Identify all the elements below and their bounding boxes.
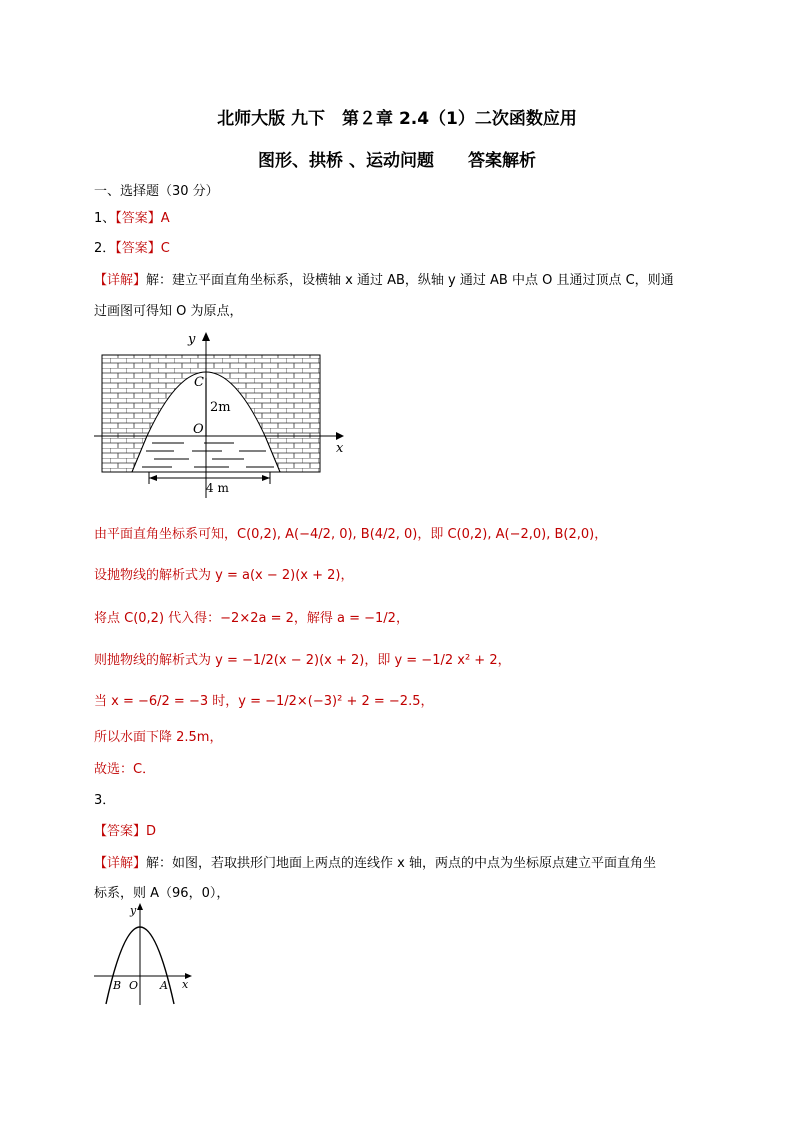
q2-detail-tag: 【详解】 — [94, 273, 147, 288]
q3-fig-x-label: x — [182, 978, 189, 991]
fig-y-label: y — [188, 332, 196, 347]
q2-number: 2． — [94, 241, 116, 256]
q3-answer: 【答案】D — [94, 824, 157, 839]
q1-number: 1、 — [94, 211, 116, 226]
page-title: 北师大版 九下 第２章 2.4（1）二次函数应用 — [217, 109, 577, 129]
q2-answer: 【答案】C — [115, 241, 170, 256]
q3-detail-text1: 解：如图，若取拱形门地面上两点的连线作 x 轴，两点的中点为坐标原点建立平面直角坐 — [146, 856, 656, 871]
q3-detail-line2: 标系，则 A（96，0）， — [94, 886, 230, 901]
fig-o-label: O — [193, 422, 204, 437]
y-axis-arrow-icon — [202, 332, 210, 341]
q3-parabola-figure — [94, 900, 204, 1010]
q3-fig-b-label: B — [113, 979, 122, 992]
fig-width-label: 4 m — [206, 481, 229, 495]
q2-step-3: 将点 C(0,2) 代入得：−2×2a = 2，解得 a = −1/2， — [94, 611, 409, 626]
q2-detail-line2: 过画图可得知 O 为原点， — [94, 304, 243, 319]
fig-height-label: 2m — [210, 400, 231, 415]
q2-detail-text1: 解：建立平面直角坐标系，设横轴 x 通过 AB，纵轴 y 通过 AB 中点 O 且通过顶点 C，则通 — [146, 273, 674, 288]
q3-y-axis-arrow-icon — [137, 903, 143, 910]
q2-step-6: 所以水面下降 2.5m， — [94, 730, 223, 745]
q1-row — [94, 207, 170, 226]
q3-number: 3． — [94, 793, 116, 808]
q2-step-7: 故选：C． — [94, 762, 156, 777]
q2-row — [94, 237, 170, 256]
q2-step-5: 当 x = −6/2 = −3 时，y = −1/2×(−3)² + 2 = −2.5， — [94, 694, 434, 709]
page-subtitle: 图形、拱桥 、运动问题 答案解析 — [258, 151, 536, 171]
fig-c-label: C — [194, 375, 204, 390]
q3-fig-a-label: A — [160, 979, 168, 992]
q3-fig-o-label: O — [129, 979, 139, 992]
q2-detail-line1 — [94, 269, 674, 288]
q2-step-2: 设抛物线的解析式为 y = a(x − 2)(x + 2)， — [94, 568, 354, 583]
q3-detail-tag: 【详解】 — [94, 856, 147, 871]
q3-fig-y-label: y — [130, 904, 137, 917]
fig-x-label: x — [336, 441, 344, 456]
q2-bridge-figure — [94, 328, 354, 498]
x-axis-arrow-icon — [336, 432, 344, 440]
q2-step-1: 由平面直角坐标系可知，C(0,2), A(−4/2, 0), B(4/2, 0)，即 C(0,2), A(−2,0), B(2,0)， — [94, 527, 608, 542]
q2-step-4: 则抛物线的解析式为 y = −1/2(x − 2)(x + 2)，即 y = −1/2 x² + 2， — [94, 653, 511, 668]
section-label: 一、选择题（30 分） — [94, 184, 219, 199]
q3-detail-line1 — [94, 852, 656, 871]
q1-answer: 【答案】A — [115, 211, 170, 226]
